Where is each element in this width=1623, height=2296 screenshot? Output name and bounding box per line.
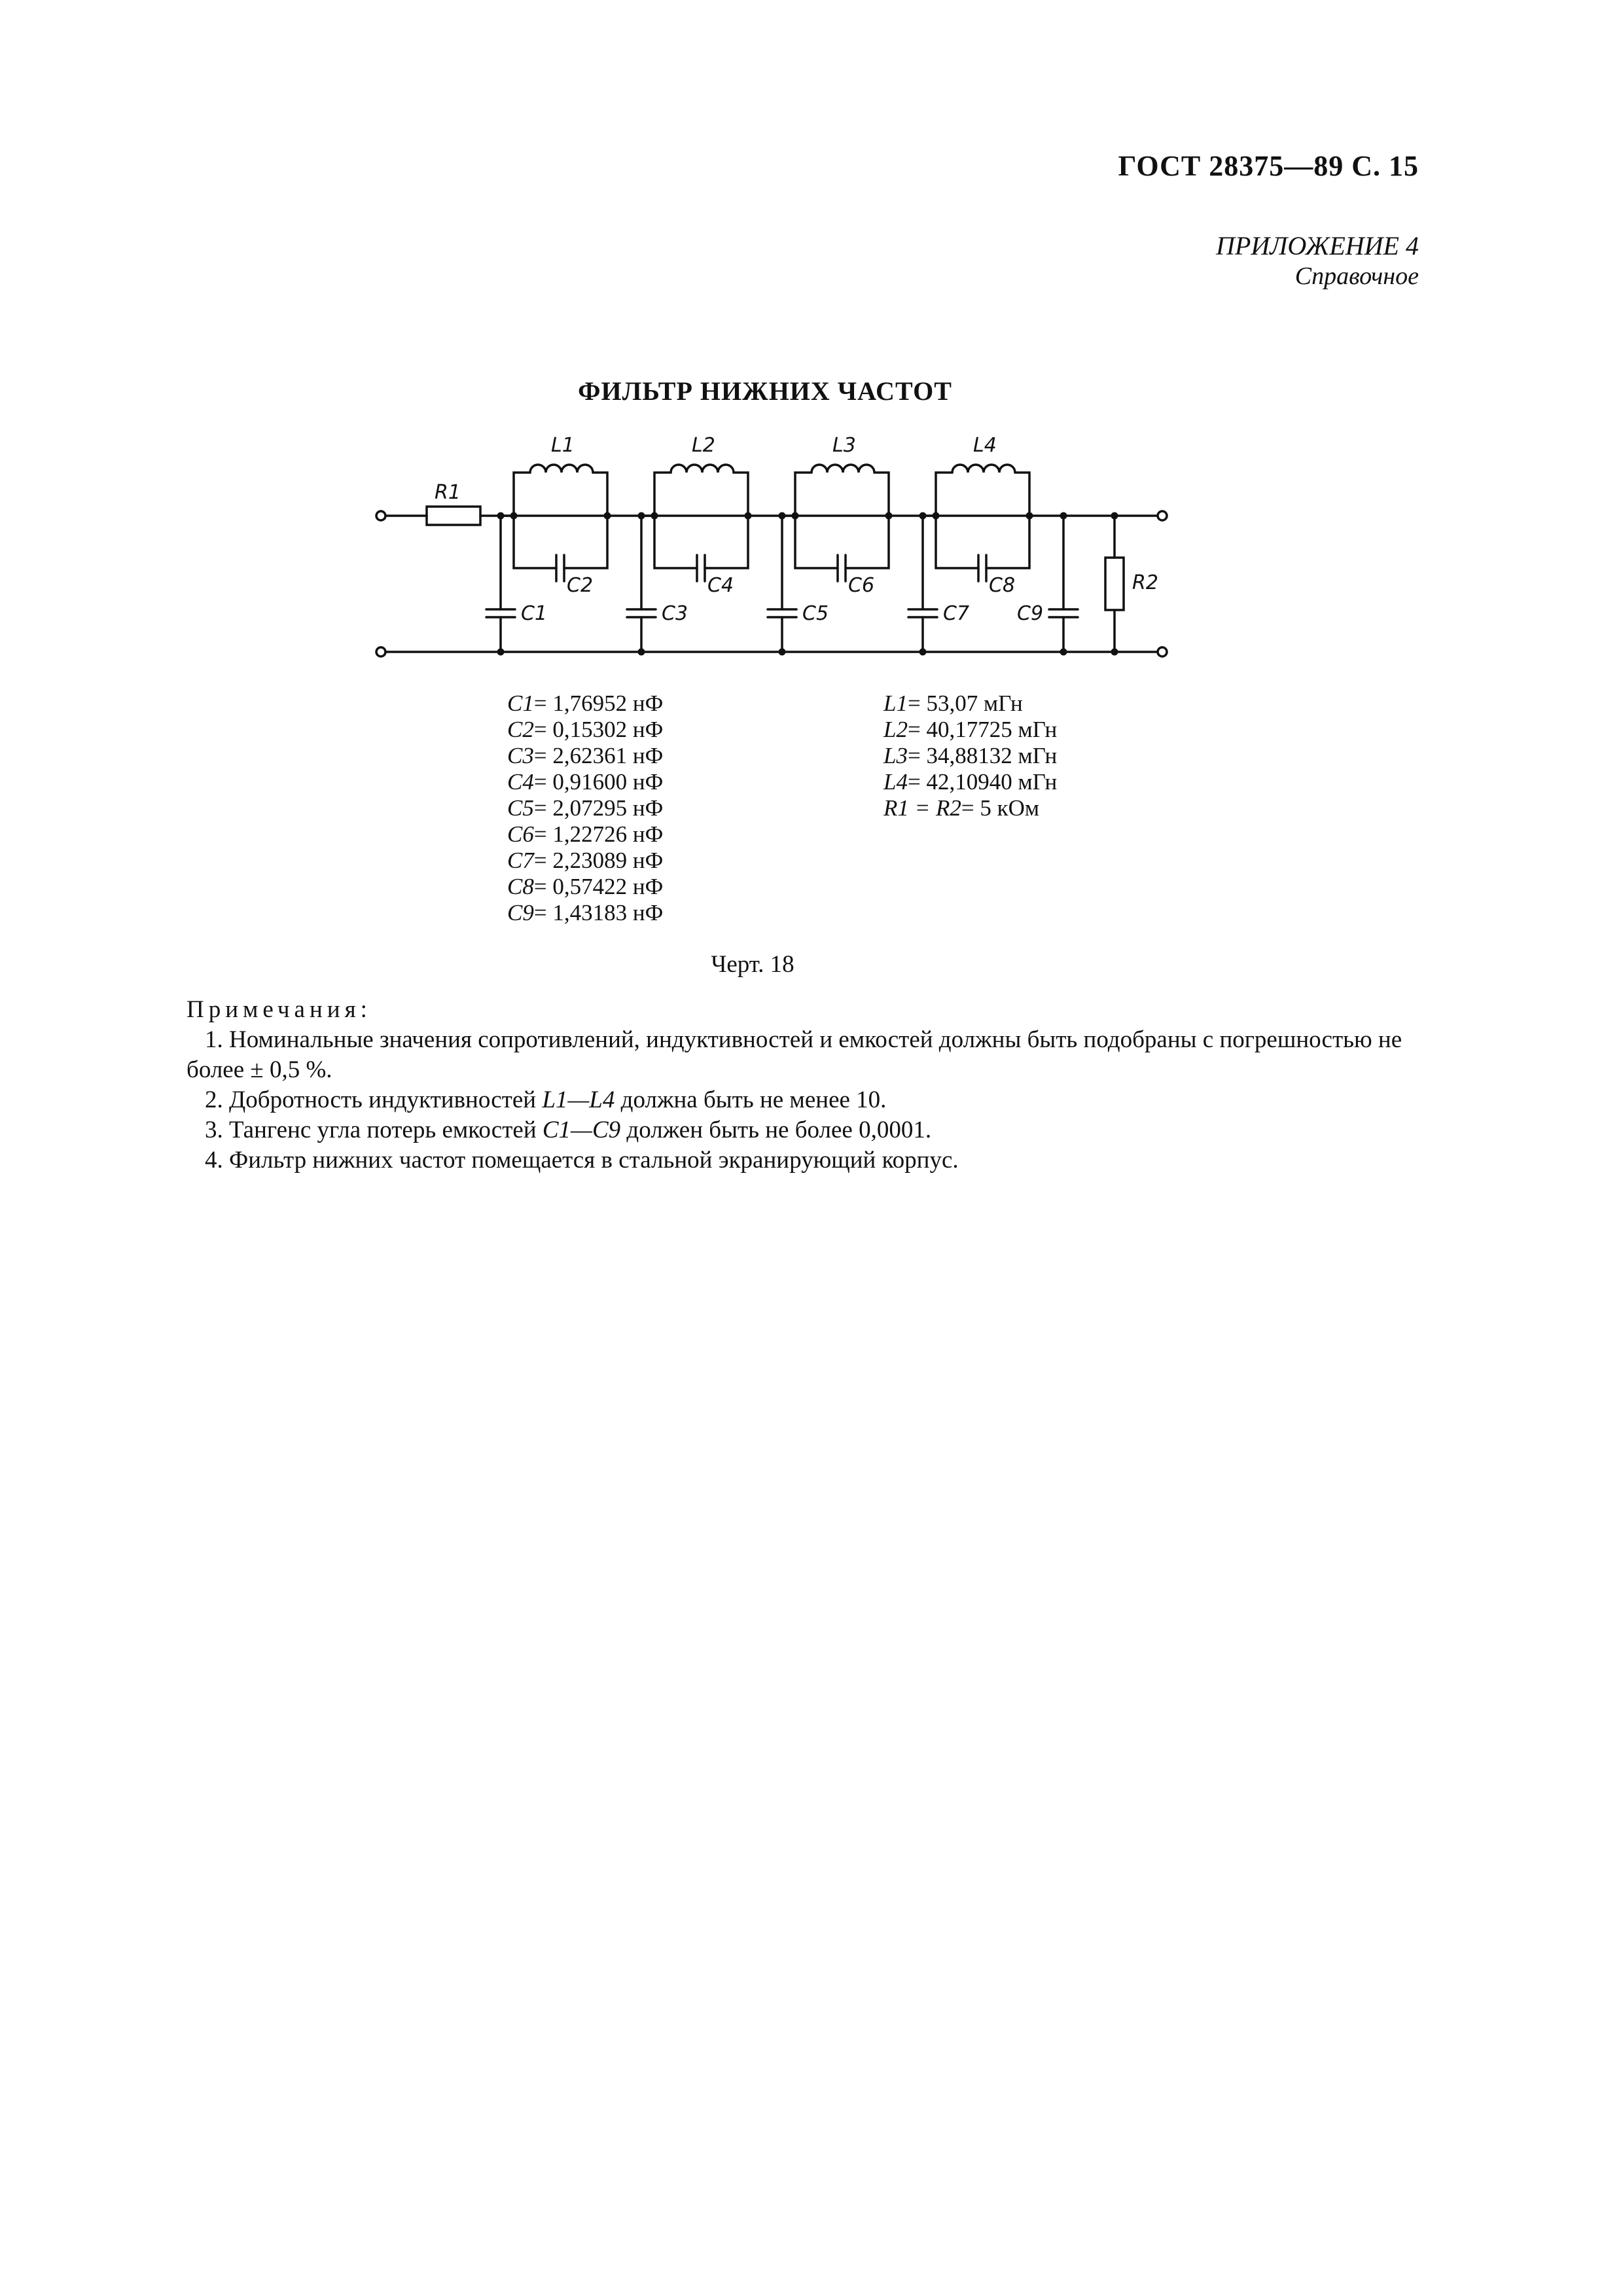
low-pass-filter-schematic: [366, 425, 1191, 674]
label-l3: L3: [832, 434, 856, 457]
notes-title: Примечания:: [187, 996, 372, 1023]
label-l4: L4: [973, 434, 997, 457]
note-2: 2. Добротность индуктивностей L1—L4 должна быть не менее 10.: [205, 1086, 887, 1113]
label-c3: C3: [662, 602, 688, 625]
label-c4: C4: [707, 574, 734, 597]
note-4: 4. Фильтр нижних частот помещается в стальной экранирующий корпус.: [205, 1147, 959, 1174]
notes-section: [187, 995, 1427, 1175]
capacitor-value-row: C7= 2,23089 нФ: [507, 848, 664, 873]
inductor-value-row: L3= 34,88132 мГн: [883, 743, 1058, 768]
capacitor-value-row: C9= 1,43183 нФ: [507, 900, 664, 925]
capacitor-value-row: C6= 1,22726 нФ: [507, 821, 664, 847]
page-header: ГОСТ 28375—89 С. 15: [1118, 150, 1419, 182]
capacitor-value-row: C8= 0,57422 нФ: [507, 874, 664, 899]
label-c7: C7: [943, 602, 970, 625]
label-c5: C5: [802, 602, 829, 625]
note-3: 3. Тангенс угла потерь емкостей C1—C9 должен быть не более 0,0001.: [205, 1117, 932, 1143]
capacitor-value-row: C2= 0,15302 нФ: [507, 717, 664, 742]
label-c2: C2: [567, 574, 594, 597]
capacitor-value-row: C5= 2,07295 нФ: [507, 795, 664, 821]
figure-title: ФИЛЬТР НИЖНИХ ЧАСТОТ: [578, 376, 952, 406]
capacitor-value-row: C1= 1,76952 нФ: [507, 691, 664, 716]
label-r2: R2: [1132, 571, 1158, 594]
inductor-value-row: L1= 53,07 мГн: [883, 691, 1023, 716]
note-1: 1. Номинальные значения сопротивлений, индуктивностей и емкостей должны быть подобраны с погрешностью не более ± 0,5 %.: [187, 1026, 1402, 1083]
appendix-label: ПРИЛОЖЕНИЕ 4: [1216, 231, 1419, 260]
label-l2: L2: [692, 434, 715, 457]
inductor-resistor-values: [883, 691, 1057, 821]
label-c6: C6: [848, 574, 875, 597]
capacitor-value-row: C3= 2,62361 нФ: [507, 743, 664, 768]
capacitor-value-row: C4= 0,91600 нФ: [507, 769, 664, 795]
appendix-status: Справочное: [1294, 262, 1419, 290]
label-c9: C9: [1017, 602, 1044, 625]
capacitor-values: [507, 691, 663, 926]
figure-caption: Черт. 18: [711, 951, 794, 978]
label-c1: C1: [521, 602, 548, 625]
inductor-value-row: L4= 42,10940 мГн: [883, 769, 1058, 795]
label-c8: C8: [989, 574, 1016, 597]
resistor-value-row: R1 = R2= 5 кОм: [883, 795, 1040, 821]
inductor-value-row: L2= 40,17725 мГн: [883, 717, 1058, 742]
label-r1: R1: [435, 481, 461, 504]
label-l1: L1: [551, 434, 575, 457]
